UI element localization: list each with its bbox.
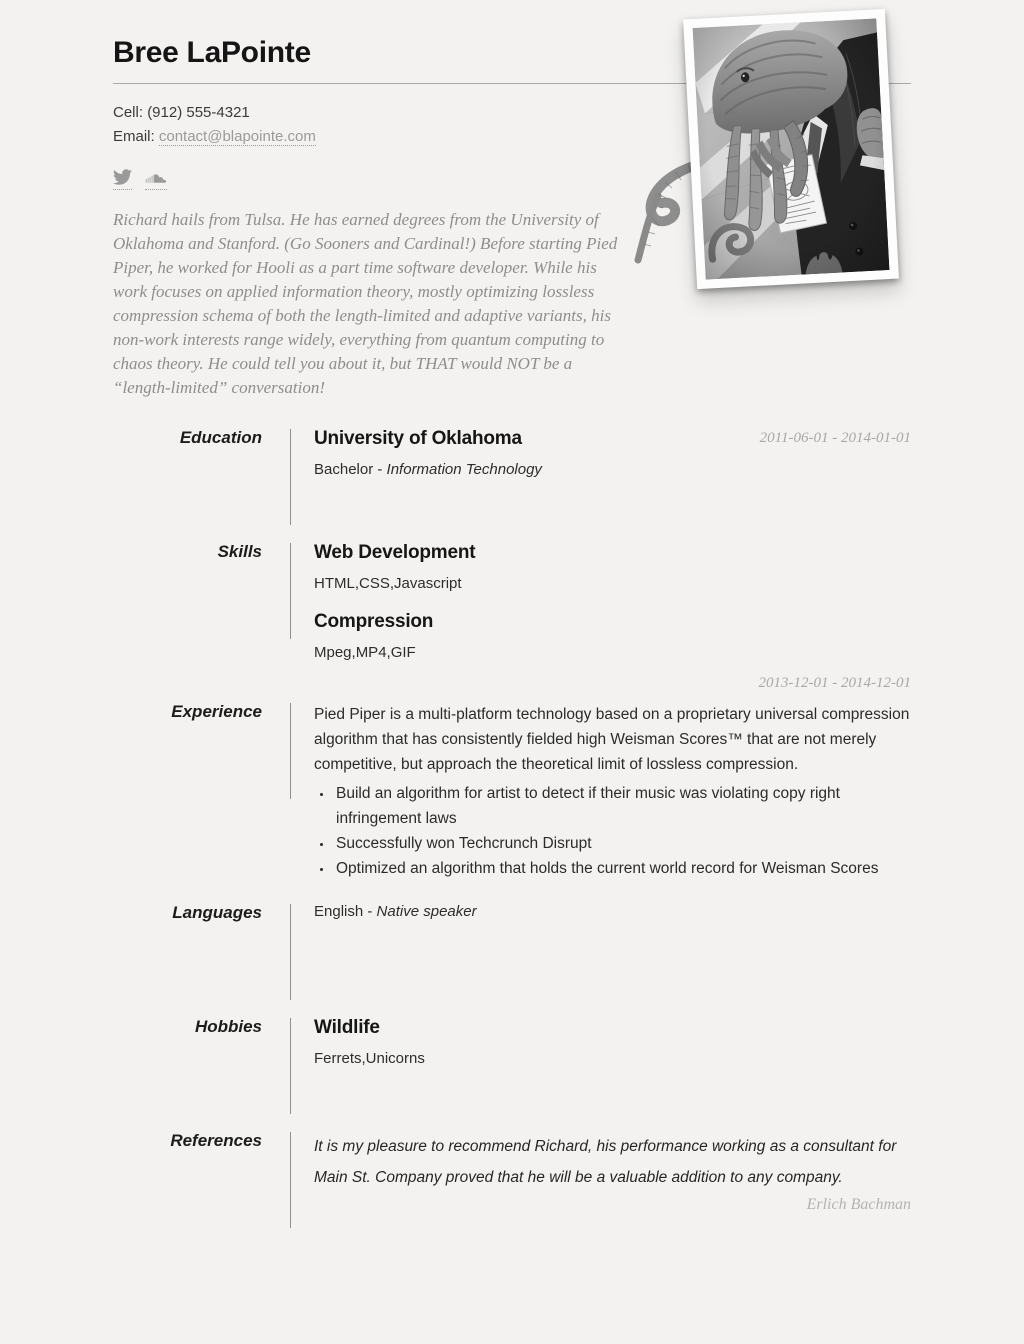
twitter-link[interactable]	[113, 169, 132, 190]
hobbies-label: Hobbies	[194, 1017, 262, 1036]
hobbies-row	[113, 1015, 911, 1115]
experience-summary: Pied Piper is a multi-platform technology based on a proprietary universal compression algorithm that has consistently fielded high Weisman Scores™ that are not merely competitive, but approach the theoretical limit of lossless compression.	[314, 706, 910, 773]
skill-item	[314, 542, 911, 592]
experience-bullet: • Optimized an algorithm that holds the current world record for Weisman Scores	[333, 856, 893, 881]
education-field: Information Technology	[386, 461, 542, 478]
references-content	[314, 1129, 911, 1229]
experience-bullet: • Successfully won Techcrunch Disrupt	[333, 831, 893, 856]
education-degree-line	[314, 461, 911, 478]
education-label: Education	[179, 428, 262, 447]
education-separator: -	[373, 461, 387, 478]
skills-content	[314, 540, 911, 661]
education-date: 2011-06-01 - 2014-01-01	[759, 430, 911, 446]
skills-label: Skills	[217, 542, 262, 561]
skill-title: Web Development	[314, 542, 476, 563]
education-degree: Bachelor	[314, 461, 374, 478]
section-education	[113, 426, 911, 526]
reference-quote: It is my pleasure to recommend Richard, his performance working as a consultant for Main St. Company proved that he will be a valuable addition to any company.	[314, 1138, 897, 1186]
languages-label: Languages	[172, 903, 262, 922]
hobby-title: Wildlife	[314, 1017, 380, 1038]
soundcloud-link[interactable]	[145, 171, 167, 190]
cell-value: (912) 555-4321	[147, 104, 250, 121]
language-level: Native speaker	[376, 903, 477, 920]
references-label: References	[170, 1131, 262, 1150]
cthulhu-portrait-illustration	[693, 18, 890, 279]
section-references	[113, 1129, 911, 1229]
hobbies-content	[314, 1015, 911, 1115]
language-line	[314, 903, 911, 920]
section-languages	[113, 901, 911, 1001]
skill-details: HTML,CSS,Javascript	[314, 575, 462, 592]
email-link[interactable]: contact@blapointe.com	[158, 128, 316, 145]
experience-label: Experience	[171, 702, 262, 721]
skill-item	[314, 611, 911, 661]
experience-date: 2013-12-01 - 2014-12-01	[758, 675, 911, 691]
section-skills	[113, 540, 911, 661]
experience-bullet: • Build an algorithm for artist to detect if their music was violating copy right infringement laws	[333, 781, 893, 831]
experience-bullets	[314, 781, 893, 881]
profile-photo	[683, 9, 899, 289]
cell-label: Cell:	[113, 104, 144, 121]
section-experience	[113, 675, 911, 881]
language-separator: -	[363, 903, 377, 920]
bio-paragraph: Richard hails from Tulsa. He has earned degrees from the University of Oklahoma and Stanford. (Go Sooners and Cardinal!) Before starting Pied Piper, he worked for Hooli as a part time software developer. While his work focuses on applied information theory, mostly optimizing lossless compression schema of both the length-limited and adaptive variants, his non-work interests range widely, everything from quantum computing to chaos theory. He could tell you about it, but THAT would NOT be a “length-limited” conversation!	[113, 210, 618, 397]
languages-content	[314, 901, 911, 1001]
reference-author: Erlich Bachman	[806, 1196, 911, 1213]
section-hobbies	[113, 1015, 911, 1115]
education-school: University of Oklahoma	[314, 428, 522, 449]
education-content	[314, 426, 911, 526]
references-row	[113, 1129, 911, 1229]
twitter-icon	[113, 169, 132, 185]
experience-row	[113, 700, 911, 881]
experience-content	[314, 700, 911, 881]
languages-row	[113, 901, 911, 1001]
skill-title: Compression	[314, 611, 434, 632]
education-row	[113, 426, 911, 526]
soundcloud-icon	[145, 171, 167, 185]
page-title: Bree LaPointe	[113, 36, 311, 69]
skill-details: Mpeg,MP4,GIF	[314, 644, 416, 661]
skills-row	[113, 540, 911, 661]
resume-sections	[113, 426, 911, 1229]
language-name: English	[314, 903, 364, 920]
email-label: Email:	[113, 128, 155, 145]
hobby-details: Ferrets,Unicorns	[314, 1050, 425, 1067]
